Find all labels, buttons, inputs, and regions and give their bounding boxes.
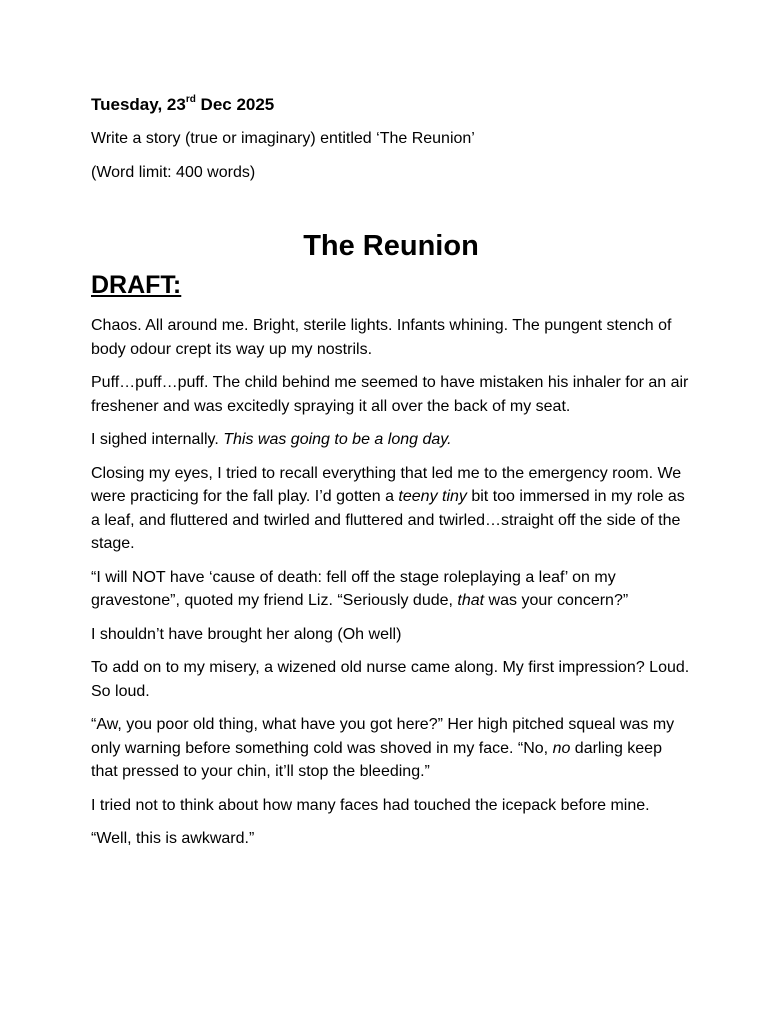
- story-paragraph: Puff…puff…puff. The child behind me seemed to have mistaken his inhaler for an air freshener and was excitedly spraying it all over the back of my seat.: [91, 374, 689, 415]
- date-line: [91, 92, 691, 118]
- paragraph-italic-text: teeny tiny: [398, 488, 467, 505]
- story-paragraph: [91, 428, 691, 452]
- paragraph-text: I sighed internally.: [91, 431, 224, 448]
- story-paragraph: [91, 713, 691, 784]
- story-paragraph: Chaos. All around me. Bright, sterile lights. Infants whining. The pungent stench of body odour crept its way up my nostrils.: [91, 317, 672, 358]
- date-ordinal-suffix: rd: [185, 94, 196, 106]
- paragraph-text: was your concern?”: [484, 592, 629, 609]
- paragraph-text: Closing my eyes, I tried to recall everything that led me to the emergency room. We were practicing for the fall play. I’d gotten a: [91, 464, 682, 505]
- paragraph-italic-text: This was going to be a long day.: [223, 431, 452, 448]
- story-paragraph: [91, 462, 691, 556]
- paragraph-text: “I will NOT have ‘cause of death: fell off the stage roleplaying a leaf’ on my gravestone”, quoted my friend Liz. “Seriously dude,: [91, 568, 616, 609]
- paragraph-italic-text: no: [552, 739, 571, 757]
- story-paragraph: To add on to my misery, a wizened old nurse came along. My first impression? Loud. So loud.: [91, 659, 690, 700]
- paragraph-italic-text: that: [457, 592, 485, 609]
- paragraph-text: darling keep that pressed to your chin, it’ll stop the bleeding.”: [91, 739, 662, 780]
- document-page: [91, 92, 691, 861]
- paragraph-text: “Aw, you poor old thing, what have you got here?” Her high pitched squeal was my only warning before something cold was shoved in my face. “No,: [91, 716, 675, 757]
- word-limit: (Word limit: 400 words): [91, 164, 256, 181]
- assignment-prompt: Write a story (true or imaginary) entitled ‘The Reunion’: [91, 130, 475, 147]
- date-month-year: Dec 2025: [195, 95, 275, 114]
- story-paragraph: [91, 566, 691, 613]
- draft-heading: DRAFT:: [91, 271, 182, 299]
- story-title: The Reunion: [303, 230, 479, 262]
- date-day: Tuesday, 23: [91, 95, 186, 114]
- paragraph-text: bit too immersed in my role as a leaf, and fluttered and twirled and fluttered and twirled…straight off the side of the stage.: [91, 488, 685, 552]
- story-paragraph: I tried not to think about how many faces had touched the icepack before mine.: [91, 796, 650, 814]
- story-paragraph: I shouldn’t have brought her along (Oh well): [91, 625, 402, 643]
- story-paragraph: “Well, this is awkward.”: [91, 830, 255, 847]
